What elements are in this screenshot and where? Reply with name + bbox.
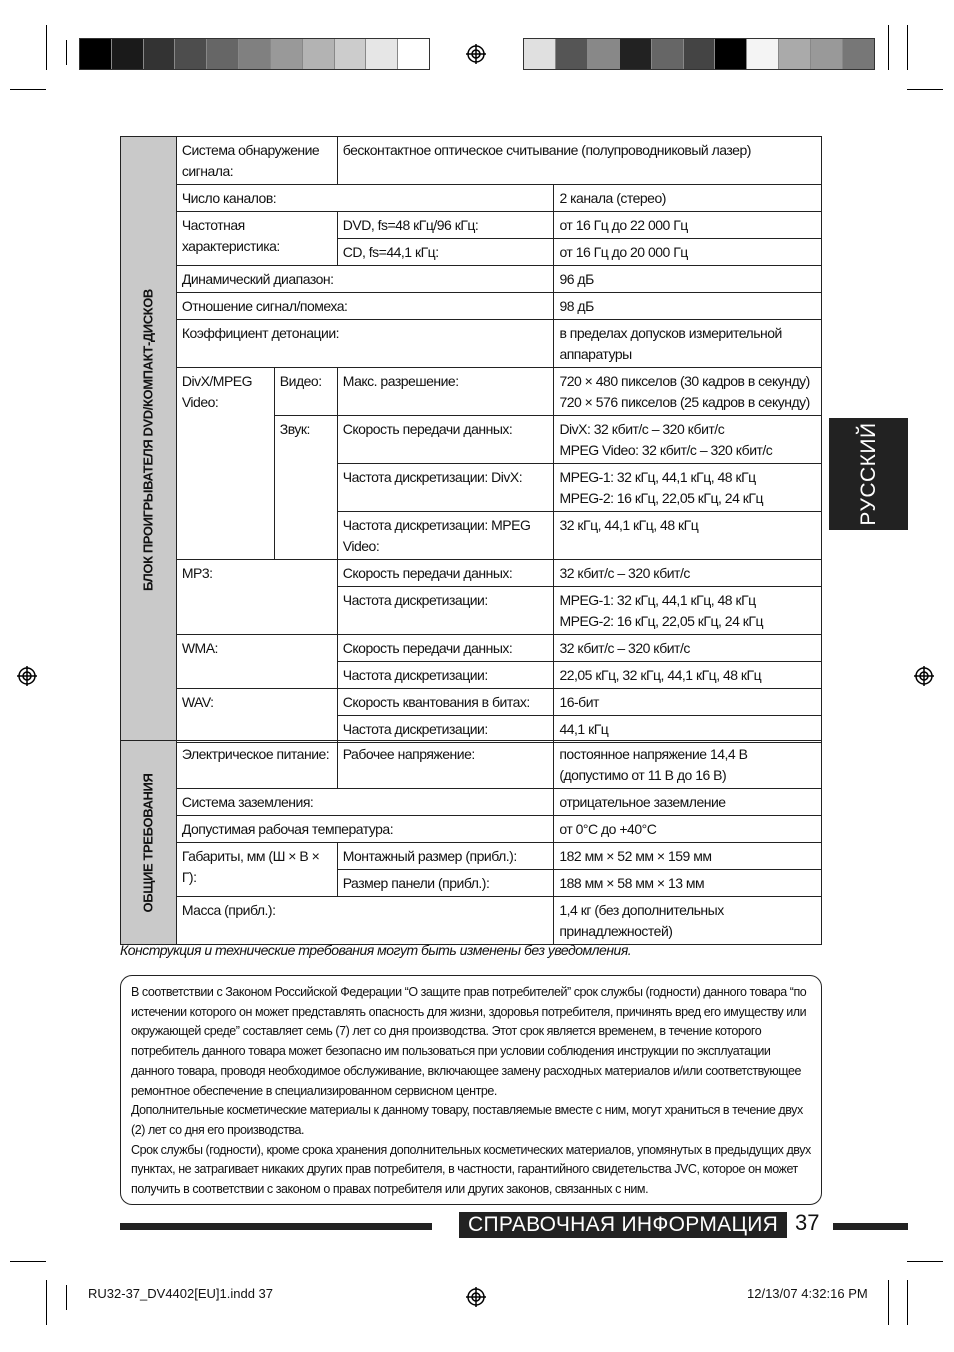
cell-value: 32 кбит/с – 320 кбит/с <box>554 560 822 587</box>
dvd-section-side <box>121 137 177 743</box>
cell-label: Система заземления: <box>176 789 554 816</box>
crop-mark <box>66 1285 67 1310</box>
cell-sublabel: Частота дискретизации: MPEG Video: <box>337 512 554 560</box>
cell-value: постоянное напряжение 14,4 В (допустимо от 11 В до 16 В) <box>554 741 822 789</box>
cell-value: 182 мм × 52 мм × 159 мм <box>554 843 822 870</box>
crop-mark <box>10 1261 46 1262</box>
crop-mark <box>907 89 943 90</box>
cell-label: MP3: <box>176 560 337 635</box>
cell-label: DivX/MPEG Video: <box>176 368 274 560</box>
cell-label: Звук: <box>274 416 337 560</box>
cell-value: от 16 Гц до 22 000 Гц <box>554 212 822 239</box>
cell-value: 44,1 кГц <box>554 716 822 743</box>
language-tab <box>829 418 908 530</box>
file-info: RU32-37_DV4402[EU]1.indd 37 <box>88 1286 274 1301</box>
cell-label: Частотная характеристика: <box>176 212 337 266</box>
color-swatch <box>303 39 335 69</box>
spec-change-note: Конструкция и технические требования могут быть изменены без уведомления. <box>120 942 632 958</box>
cell-value: 22,05 кГц, 32 кГц, 44,1 кГц, 48 кГц <box>554 662 822 689</box>
value-line: 720 × 576 пикселов (25 кадров в секунду) <box>559 394 810 410</box>
cell-sublabel: Макс. разрешение: <box>337 368 554 416</box>
general-section-label: ОБЩИЕ ТРЕБОВАНИЯ <box>140 773 156 912</box>
cell-label: Масса (прибл.): <box>176 897 554 945</box>
page-number: 37 <box>795 1210 820 1235</box>
value-line: DivX: 32 кбит/с – 320 кбит/с <box>559 421 725 437</box>
legal-paragraph: Дополнительные косметические материалы к данному товару, поставляемые вместе с ним, могут храниться в течение двух (2) лет со дня его производства. <box>131 1103 803 1137</box>
color-swatch <box>588 39 620 69</box>
value-line: MPEG Video: 32 кбит/с – 320 кбит/с <box>559 442 773 458</box>
general-spec-table <box>120 740 822 945</box>
color-swatch <box>175 39 207 69</box>
cell-value <box>554 368 822 416</box>
cell-value: в пределах допусков измерительной аппаратуры <box>554 320 822 368</box>
legal-paragraph: Срок службы (годности), кроме срока хранения дополнительных косметических материалов, упомянутых в предыдущих двух пунктах, не затрагивает никаких других прав потребителя, в частности, гарантийного свидетельства JVC, которое он может получить в соответствии с законом о правах потребителя или других законов, связанных с ним. <box>131 1142 811 1197</box>
cell-value: от 0°C до +40°C <box>554 816 822 843</box>
cell-value: от 16 Гц до 20 000 Гц <box>554 239 822 266</box>
general-section-side <box>121 741 177 945</box>
cell-sublabel: CD, fs=44,1 кГц: <box>337 239 554 266</box>
color-swatch <box>715 39 747 69</box>
crop-mark <box>888 1280 889 1325</box>
cell-sublabel: Частота дискретизации: <box>337 716 554 743</box>
cell-value: 32 кГц, 44,1 кГц, 48 кГц <box>554 512 822 560</box>
cell-label: WMA: <box>176 635 337 689</box>
cell-value: 1,4 кг (без дополнительных принадлежностей) <box>554 897 822 945</box>
color-swatch <box>556 39 588 69</box>
cell-value: 98 дБ <box>554 293 822 320</box>
color-swatch <box>335 39 367 69</box>
cell-value: 16-бит <box>554 689 822 716</box>
color-swatch <box>80 39 112 69</box>
cell-label: WAV: <box>176 689 337 743</box>
cell-value: 2 канала (стерео) <box>554 185 822 212</box>
registration-mark-icon <box>466 1287 486 1307</box>
language-tab-label: РУССКИЙ <box>856 422 880 526</box>
cell-sublabel: Частота дискретизации: <box>337 662 554 689</box>
color-swatch <box>684 39 716 69</box>
footer-rule-right <box>833 1223 908 1230</box>
cell-value <box>554 587 822 635</box>
cell-sublabel: Скорость квантования в битах: <box>337 689 554 716</box>
dvd-spec-table <box>120 136 822 743</box>
color-swatch <box>652 39 684 69</box>
value-line: MPEG-2: 16 кГц, 22,05 кГц, 24 кГц <box>559 613 763 629</box>
value-line: MPEG-1: 32 кГц, 44,1 кГц, 48 кГц <box>559 469 756 485</box>
cell-sublabel: Размер панели (прибл.): <box>337 870 554 897</box>
cell-label: Габариты, мм (Ш × В × Г): <box>176 843 337 897</box>
color-bar-left <box>79 38 430 70</box>
value-line: 720 × 480 пикселов (30 кадров в секунду) <box>559 373 810 389</box>
crop-mark <box>888 25 889 70</box>
color-swatch <box>112 39 144 69</box>
cell-value: 188 мм × 58 мм × 13 мм <box>554 870 822 897</box>
crop-mark <box>907 1261 943 1262</box>
cell-label: Динамический диапазон: <box>176 266 554 293</box>
cell-sublabel: Рабочее напряжение: <box>337 741 554 789</box>
cell-value: отрицательное заземление <box>554 789 822 816</box>
color-swatch <box>239 39 271 69</box>
cell-value <box>554 464 822 512</box>
cell-sublabel: Скорость передачи данных: <box>337 416 554 464</box>
cell-label: Коэффициент детонации: <box>176 320 554 368</box>
color-swatch <box>207 39 239 69</box>
registration-mark-icon <box>466 44 486 64</box>
cell-sublabel: Частота дискретизации: <box>337 587 554 635</box>
crop-mark <box>10 89 46 90</box>
cell-label: Число каналов: <box>176 185 554 212</box>
value-line: MPEG-1: 32 кГц, 44,1 кГц, 48 кГц <box>559 592 756 608</box>
cell-value: 96 дБ <box>554 266 822 293</box>
cell-label: Электрическое питание: <box>176 741 337 789</box>
legal-paragraph: В соответствии с Законом Российской Федерации “О защите прав потребителей” срок службы (годности) данного товара “по истечении которого он может представлять опасность для жизни, здоровья потребителя, причинять вред его имуществу или окружающей среде” составляет семь (7) лет со дня производства. Этот срок является временем, в течение которого потребитель данного товара может безопасно им пользоваться при условии соблюдения инструкции по эксплуатации данного товара, проводя необходимое обслуживание, включающее замену расходных материалов и/или соответствующее ремонтное обеспечение в специализированном сервисном центре. <box>131 985 807 1098</box>
registration-mark-icon <box>17 666 37 686</box>
color-swatch <box>366 39 398 69</box>
cell-sublabel: Скорость передачи данных: <box>337 635 554 662</box>
cell-sublabel: Частота дискретизации: DivX: <box>337 464 554 512</box>
cell-label: Видео: <box>274 368 337 416</box>
color-swatch <box>398 39 429 69</box>
footer-rule-left <box>120 1223 432 1230</box>
cell-sublabel: Монтажный размер (прибл.): <box>337 843 554 870</box>
cell-label: Допустимая рабочая температура: <box>176 816 554 843</box>
color-swatch <box>271 39 303 69</box>
crop-mark <box>66 40 67 65</box>
date-info: 12/13/07 4:32:16 PM <box>747 1286 868 1301</box>
color-swatch <box>620 39 652 69</box>
cell-label: Система обнаружение сигнала: <box>176 137 337 185</box>
registration-mark-icon <box>914 666 934 686</box>
color-bar-right <box>523 38 875 70</box>
cell-value <box>554 416 822 464</box>
color-swatch <box>144 39 176 69</box>
cell-sublabel: Скорость передачи данных: <box>337 560 554 587</box>
crop-mark <box>907 1280 908 1325</box>
cell-value: 32 кбит/с – 320 кбит/с <box>554 635 822 662</box>
cell-sublabel: DVD, fs=48 кГц/96 кГц: <box>337 212 554 239</box>
dvd-section-label: БЛОК ПРОИГРЫВАТЕЛЯ DVD/КОМПАКТ-ДИСКОВ <box>140 288 156 591</box>
cell-label: Отношение сигнал/помеха: <box>176 293 554 320</box>
crop-mark <box>46 1280 47 1325</box>
crop-mark <box>907 25 908 70</box>
section-title: СПРАВОЧНАЯ ИНФОРМАЦИЯ <box>459 1212 787 1238</box>
cell-value: бесконтактное оптическое считывание (полупроводниковый лазер) <box>337 137 821 185</box>
value-line: MPEG-2: 16 кГц, 22,05 кГц, 24 кГц <box>559 490 763 506</box>
color-swatch <box>747 39 779 69</box>
color-swatch <box>843 39 874 69</box>
color-swatch <box>811 39 843 69</box>
color-swatch <box>779 39 811 69</box>
color-swatch <box>524 39 556 69</box>
crop-mark <box>46 25 47 70</box>
legal-notice-box <box>120 975 822 1205</box>
